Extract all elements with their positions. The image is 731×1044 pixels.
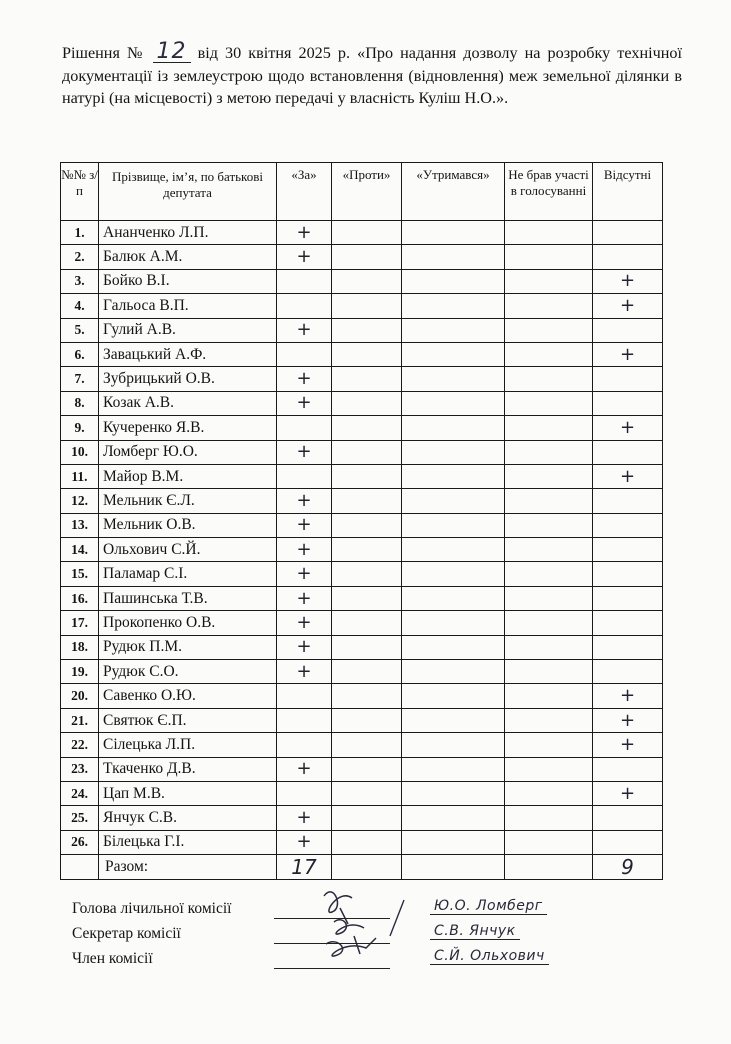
deputy-name: Ананченко Л.П. [99,221,277,245]
deputy-name: Гальоса В.П. [99,294,277,318]
row-number: 7. [61,367,99,391]
deputy-name: Балюк А.М. [99,245,277,269]
vote-cell-ne-brav [505,489,593,513]
decision-text: від 30 квітня 2025 р. «Про надання дозволу на розробку технічної документації із землеустрою щодо встановлення (відновлення) меж земельної ділянки в натурі (на місцевості) з метою передачі у власність Куліш Н.О.». [62,44,682,107]
vote-mark: + [619,343,636,365]
deputy-name: Ткаченко Д.В. [99,757,277,781]
vote-cell-za [277,586,332,610]
vote-cell-ne-brav [505,464,593,488]
vote-mark: + [619,270,636,292]
vote-cell-proty [332,269,402,293]
deputy-name: Завацький А.Ф. [99,342,277,366]
vote-mark: + [619,709,636,731]
vote-cell-za [277,781,332,805]
vote-cell-utrymavsia [402,269,505,293]
vote-cell-utrymavsia [402,757,505,781]
vote-cell-utrymavsia [402,391,505,415]
vote-cell-proty [332,562,402,586]
deputy-name: Рудюк С.О. [99,660,277,684]
voting-table [60,162,663,880]
table-row [61,806,663,830]
vote-cell-za [277,294,332,318]
row-number: 26. [61,830,99,854]
vote-cell-utrymavsia [402,489,505,513]
vote-cell-utrymavsia [402,367,505,391]
total-za: 17 [277,855,332,880]
table-row [61,586,663,610]
table-row [61,489,663,513]
vote-mark: + [619,733,636,755]
vote-mark: + [296,246,312,268]
vote-cell-proty [332,611,402,635]
table-row [61,513,663,537]
header-absent: Відсутні [593,163,663,221]
signature-name: С.Й. Ольхович [430,948,549,965]
vote-mark: + [296,489,312,511]
vote-cell-ne-brav [505,611,593,635]
total-label: Разом: [99,855,277,880]
row-number: 3. [61,269,99,293]
row-number: 15. [61,562,99,586]
vote-cell-ne-brav [505,318,593,342]
vote-mark: + [619,685,636,707]
vote-mark: + [296,392,312,414]
table-row [61,708,663,732]
vote-cell-ne-brav [505,562,593,586]
header-za: «За» [277,163,332,221]
vote-cell-utrymavsia [402,294,505,318]
deputy-name: Савенко О.Ю. [99,684,277,708]
vote-cell-proty [332,538,402,562]
vote-cell-absent [593,489,663,513]
deputy-name: Зубрицький О.В. [99,367,277,391]
vote-cell-ne-brav [505,391,593,415]
vote-cell-ne-brav [505,660,593,684]
deputy-name: Паламар С.І. [99,562,277,586]
vote-cell-proty [332,806,402,830]
table-row [61,391,663,415]
table-row [61,221,663,245]
vote-mark: + [296,807,312,829]
row-number: 17. [61,611,99,635]
vote-mark: + [296,587,312,609]
deputy-name: Сілецька Л.П. [99,733,277,757]
total-absent: 9 [593,855,663,880]
vote-cell-utrymavsia [402,221,505,245]
vote-cell-absent [593,318,663,342]
deputy-name: Кучеренко Я.В. [99,416,277,440]
row-number: 16. [61,586,99,610]
vote-cell-proty [332,342,402,366]
vote-cell-proty [332,221,402,245]
vote-cell-absent [593,781,663,805]
vote-cell-utrymavsia [402,416,505,440]
table-row [61,464,663,488]
vote-mark: + [619,782,636,804]
table-header-row [61,163,663,221]
vote-mark: + [296,758,312,780]
deputy-name: Ломберг Ю.О. [99,440,277,464]
header-utrymavsia: «Утримався» [402,163,505,221]
vote-cell-ne-brav [505,586,593,610]
vote-cell-ne-brav [505,538,593,562]
row-number: 24. [61,781,99,805]
vote-cell-absent [593,342,663,366]
deputy-name: Прокопенко О.В. [99,611,277,635]
vote-cell-proty [332,733,402,757]
deputy-name: Майор В.М. [99,464,277,488]
vote-cell-absent [593,708,663,732]
vote-cell-utrymavsia [402,318,505,342]
vote-mark: + [296,221,312,243]
deputy-name: Ольхович С.Й. [99,538,277,562]
signature-role: Голова лічильної комісії [72,900,232,917]
row-number: 22. [61,733,99,757]
vote-cell-za [277,733,332,757]
vote-cell-utrymavsia [402,684,505,708]
vote-cell-za [277,806,332,830]
vote-cell-absent [593,684,663,708]
deputy-name: Святюк Є.П. [99,708,277,732]
vote-cell-absent [593,440,663,464]
vote-cell-utrymavsia [402,342,505,366]
row-number: 2. [61,245,99,269]
vote-mark: + [296,514,312,536]
table-row [61,830,663,854]
deputy-name: Козак А.В. [99,391,277,415]
vote-cell-za [277,342,332,366]
signature-scribble-icon [304,878,444,968]
row-number: 21. [61,708,99,732]
table-row [61,538,663,562]
table-row [61,294,663,318]
vote-cell-proty [332,416,402,440]
row-number: 25. [61,806,99,830]
table-row [61,416,663,440]
decision-prefix: Рішення № [62,44,146,62]
vote-mark: + [296,441,312,463]
table-row [61,660,663,684]
vote-cell-absent [593,367,663,391]
table-row [61,245,663,269]
vote-cell-utrymavsia [402,708,505,732]
vote-cell-za [277,245,332,269]
vote-mark: + [296,611,312,633]
deputy-name: Мельник О.В. [99,513,277,537]
vote-cell-ne-brav [505,806,593,830]
vote-cell-ne-brav [505,269,593,293]
vote-cell-za [277,684,332,708]
row-number: 20. [61,684,99,708]
vote-cell-utrymavsia [402,806,505,830]
vote-cell-za [277,708,332,732]
signature-line [274,917,390,919]
decision-number: 12 [153,42,191,63]
vote-cell-ne-brav [505,757,593,781]
vote-mark: + [619,465,636,487]
vote-cell-absent [593,660,663,684]
table-row [61,562,663,586]
vote-cell-absent [593,269,663,293]
deputy-name: Пашинська Т.В. [99,586,277,610]
total-proty [332,855,402,880]
vote-cell-absent [593,416,663,440]
signature-line [274,942,390,944]
row-number: 9. [61,416,99,440]
vote-cell-absent [593,513,663,537]
vote-cell-absent [593,733,663,757]
vote-cell-utrymavsia [402,464,505,488]
vote-cell-utrymavsia [402,660,505,684]
vote-mark: + [296,538,312,560]
vote-cell-absent [593,586,663,610]
row-number: 8. [61,391,99,415]
row-number: 4. [61,294,99,318]
decision-heading [62,39,682,110]
vote-cell-utrymavsia [402,562,505,586]
vote-cell-za [277,269,332,293]
vote-cell-absent [593,245,663,269]
vote-cell-proty [332,440,402,464]
vote-mark: + [296,563,312,585]
signature-role: Секретар комісії [72,925,181,942]
header-ne-brav: Не брав участі в голосуванні [505,163,593,221]
vote-cell-absent [593,391,663,415]
vote-cell-ne-brav [505,342,593,366]
vote-cell-utrymavsia [402,635,505,659]
vote-cell-za [277,513,332,537]
vote-cell-ne-brav [505,245,593,269]
header-number: №№ з/п [61,163,99,221]
vote-cell-za [277,757,332,781]
table-row [61,684,663,708]
table-row [61,440,663,464]
vote-cell-za [277,635,332,659]
vote-cell-utrymavsia [402,440,505,464]
deputy-name: Білецька Г.І. [99,830,277,854]
table-row [61,635,663,659]
table-row [61,733,663,757]
row-number: 13. [61,513,99,537]
vote-mark: + [296,319,312,341]
row-number: 14. [61,538,99,562]
vote-cell-za [277,660,332,684]
vote-cell-utrymavsia [402,830,505,854]
vote-cell-proty [332,489,402,513]
vote-cell-proty [332,294,402,318]
table-row [61,269,663,293]
vote-cell-proty [332,391,402,415]
vote-cell-za [277,489,332,513]
row-number: 19. [61,660,99,684]
vote-cell-utrymavsia [402,611,505,635]
deputy-name: Мельник Є.Л. [99,489,277,513]
vote-mark: + [619,294,636,316]
vote-cell-ne-brav [505,733,593,757]
vote-cell-proty [332,781,402,805]
vote-cell-proty [332,367,402,391]
total-empty-cell [61,855,99,880]
table-row [61,757,663,781]
vote-cell-ne-brav [505,294,593,318]
vote-cell-proty [332,830,402,854]
vote-cell-za [277,221,332,245]
vote-cell-za [277,440,332,464]
vote-cell-za [277,562,332,586]
total-row [61,855,663,880]
vote-cell-utrymavsia [402,733,505,757]
vote-cell-absent [593,538,663,562]
vote-cell-za [277,367,332,391]
vote-cell-absent [593,757,663,781]
table-row [61,611,663,635]
vote-cell-za [277,391,332,415]
vote-cell-utrymavsia [402,586,505,610]
total-utrymavsia [402,855,505,880]
vote-cell-absent [593,294,663,318]
table-row [61,318,663,342]
vote-cell-absent [593,562,663,586]
vote-mark: + [296,660,312,682]
table-row [61,342,663,366]
vote-cell-proty [332,464,402,488]
vote-cell-proty [332,660,402,684]
vote-cell-utrymavsia [402,513,505,537]
vote-cell-za [277,318,332,342]
deputy-name: Гулий А.В. [99,318,277,342]
vote-cell-absent [593,806,663,830]
table-body [61,221,663,880]
deputy-name: Рудюк П.М. [99,635,277,659]
vote-cell-za [277,538,332,562]
vote-cell-absent [593,830,663,854]
signature-role: Член комісії [72,950,153,967]
row-number: 5. [61,318,99,342]
vote-cell-ne-brav [505,708,593,732]
table-row [61,781,663,805]
header-proty: «Проти» [332,163,402,221]
vote-cell-absent [593,464,663,488]
row-number: 23. [61,757,99,781]
vote-cell-utrymavsia [402,781,505,805]
vote-cell-ne-brav [505,830,593,854]
vote-cell-absent [593,635,663,659]
vote-cell-utrymavsia [402,538,505,562]
vote-cell-ne-brav [505,635,593,659]
row-number: 1. [61,221,99,245]
vote-cell-za [277,464,332,488]
vote-cell-proty [332,513,402,537]
signature-line [274,967,390,969]
vote-cell-ne-brav [505,513,593,537]
vote-cell-utrymavsia [402,245,505,269]
deputy-name: Цап М.В. [99,781,277,805]
vote-mark: + [296,636,312,658]
vote-cell-absent [593,221,663,245]
vote-mark: + [619,416,636,438]
row-number: 11. [61,464,99,488]
signature-name: Ю.О. Ломберг [430,898,547,915]
vote-cell-ne-brav [505,440,593,464]
vote-cell-ne-brav [505,781,593,805]
row-number: 18. [61,635,99,659]
row-number: 10. [61,440,99,464]
vote-mark: + [296,368,312,390]
vote-cell-za [277,611,332,635]
vote-cell-proty [332,708,402,732]
vote-cell-absent [593,611,663,635]
vote-cell-za [277,416,332,440]
vote-cell-proty [332,684,402,708]
vote-cell-proty [332,245,402,269]
signature-name: С.В. Янчук [430,923,520,940]
vote-cell-ne-brav [505,416,593,440]
vote-mark: + [296,831,312,853]
header-name: Прізвище, ім’я, по батькові депутата [99,163,277,221]
vote-cell-proty [332,757,402,781]
vote-cell-proty [332,318,402,342]
vote-cell-ne-brav [505,221,593,245]
vote-cell-proty [332,586,402,610]
vote-cell-ne-brav [505,684,593,708]
row-number: 12. [61,489,99,513]
vote-cell-proty [332,635,402,659]
table-row [61,367,663,391]
deputy-name: Бойко В.І. [99,269,277,293]
row-number: 6. [61,342,99,366]
total-ne-brav [505,855,593,880]
vote-cell-za [277,830,332,854]
deputy-name: Янчук С.В. [99,806,277,830]
vote-cell-ne-brav [505,367,593,391]
